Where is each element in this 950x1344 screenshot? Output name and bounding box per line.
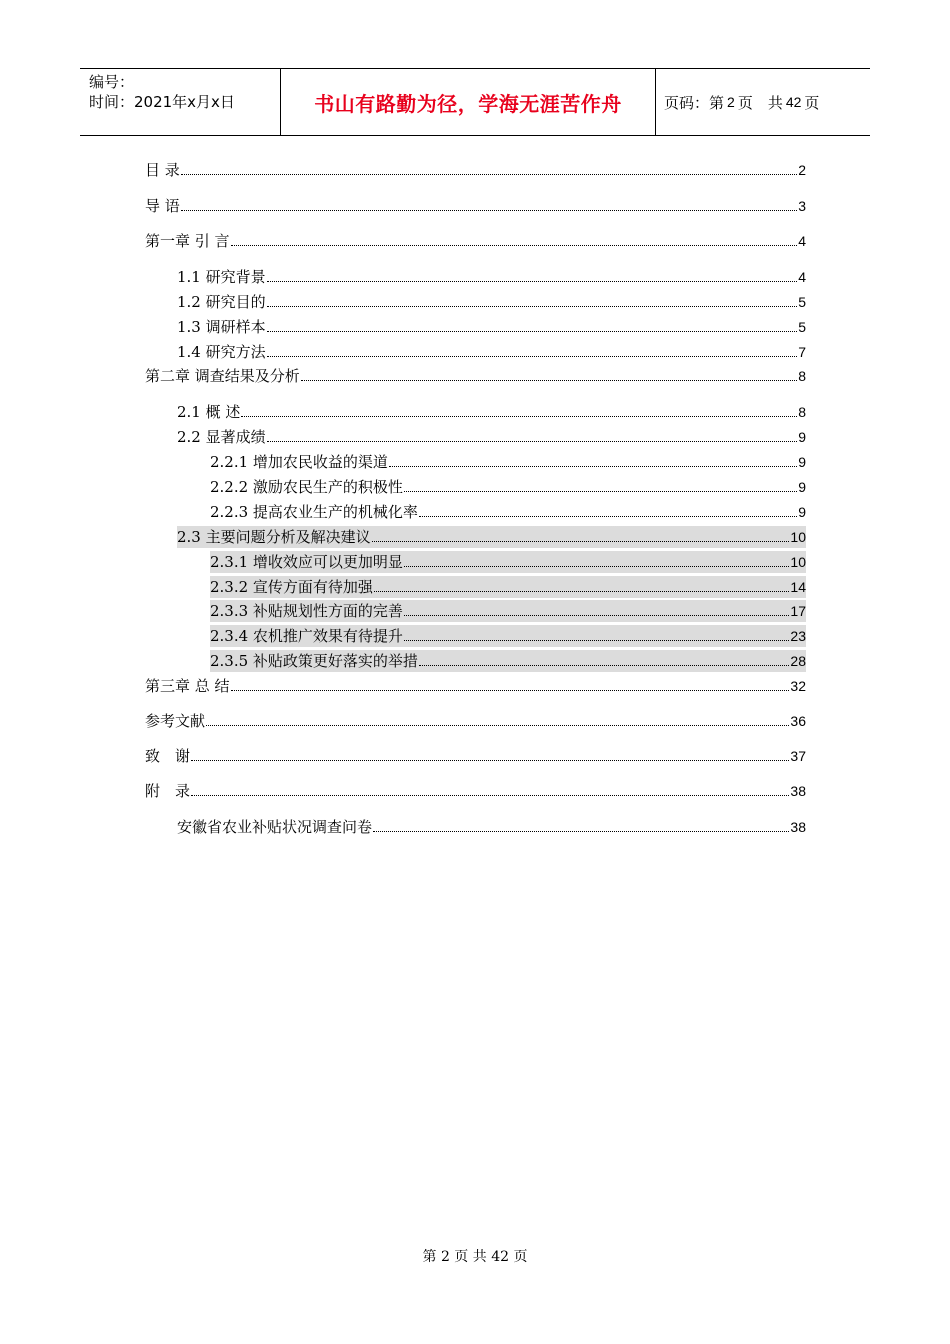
toc-entry-label: 附 录 [145, 782, 191, 800]
toc-entry-label: 2.2.2 激励农民生产的积极性 [210, 478, 403, 496]
toc-entry-page: 14 [790, 579, 806, 595]
toc-leader-dots [267, 280, 798, 282]
toc-entry[interactable] [210, 476, 806, 498]
toc-leader-dots [404, 490, 797, 492]
toc-entry-page: 10 [790, 554, 806, 570]
toc-entry-page: 37 [790, 748, 806, 764]
header-code-label: 编号： [89, 73, 135, 91]
toc-entry[interactable] [210, 551, 806, 573]
toc-entry-page: 17 [790, 603, 806, 619]
toc-entry-page: 9 [798, 454, 806, 470]
toc-entry-label: 致 谢 [145, 747, 191, 765]
toc-entry-label: 目 录 [145, 161, 180, 179]
toc-entry-label: 2.3.1 增收效应可以更加明显 [210, 553, 403, 571]
toc-entry-page: 5 [798, 319, 806, 335]
toc-entry[interactable] [145, 365, 806, 387]
toc-entry[interactable] [210, 501, 806, 523]
toc-entry-label: 导 语 [145, 197, 180, 215]
toc-leader-dots [373, 830, 789, 832]
toc-leader-dots [267, 330, 798, 332]
toc-entry[interactable] [145, 745, 806, 767]
toc-entry-label: 2.3.3 补贴规划性方面的完善 [210, 602, 403, 620]
toc-entry-label: 2.3.5 补贴政策更好落实的举措 [210, 652, 418, 670]
toc-entry-label: 1.3 调研样本 [177, 318, 266, 336]
toc-entry[interactable] [145, 710, 806, 732]
toc-entry-label: 1.1 研究背景 [177, 268, 266, 286]
toc-leader-dots [301, 379, 797, 381]
toc-entry-page: 4 [798, 233, 806, 249]
toc-entry-label: 第三章 总 结 [145, 677, 230, 695]
toc-leader-dots [267, 440, 798, 442]
toc-entry-label: 2.1 概 述 [177, 403, 241, 421]
toc-entry[interactable] [145, 780, 806, 802]
toc-entry-page: 7 [798, 344, 806, 360]
header-page-suffix: 页 [804, 93, 820, 112]
toc-leader-dots [419, 515, 797, 517]
toc-entry-page: 36 [790, 713, 806, 729]
page-header [80, 68, 870, 136]
toc-leader-dots [191, 759, 789, 761]
toc-leader-dots [206, 724, 789, 726]
toc-leader-dots [191, 794, 789, 796]
toc-entry[interactable] [210, 650, 806, 672]
toc-entry-label: 安徽省农业补贴状况调查问卷 [177, 818, 373, 836]
toc-entry-label: 2.2 显著成绩 [177, 428, 266, 446]
toc-leader-dots [231, 244, 798, 246]
toc-leader-dots [181, 209, 797, 211]
toc-entry-label: 2.3.4 农机推广效果有待提升 [210, 627, 403, 645]
toc-leader-dots [181, 173, 797, 175]
toc-entry[interactable] [177, 426, 806, 448]
toc-leader-dots [404, 565, 789, 567]
toc-entry-page: 4 [798, 269, 806, 285]
header-meta [80, 69, 281, 135]
toc-entry[interactable] [210, 625, 806, 647]
toc-entry[interactable] [210, 576, 806, 598]
toc-entry-label: 2.2.1 增加农民收益的渠道 [210, 453, 388, 471]
toc-entry[interactable] [145, 195, 806, 217]
toc-leader-dots [404, 639, 789, 641]
toc-entry-page: 38 [790, 819, 806, 835]
toc-entry-label: 1.4 研究方法 [177, 343, 266, 361]
toc-leader-dots [389, 465, 797, 467]
toc-entry-page: 8 [798, 368, 806, 384]
toc-entry[interactable] [210, 451, 806, 473]
toc-entry-page: 9 [798, 429, 806, 445]
toc-entry-page: 28 [790, 653, 806, 669]
toc-entry[interactable] [210, 600, 806, 622]
header-page-prefix: 页码：第 [664, 93, 725, 112]
toc-entry-page: 9 [798, 504, 806, 520]
header-page-info [656, 69, 870, 135]
toc-entry-page: 9 [798, 479, 806, 495]
header-motto: 书山有路勤为径，学海无涯苦作舟 [281, 69, 656, 135]
toc-entry[interactable] [177, 291, 806, 313]
header-time-label: 时间：2021年x月x日 [89, 93, 235, 111]
toc-entry-page: 8 [798, 404, 806, 420]
toc-entry-page: 2 [798, 162, 806, 178]
toc-entry-page: 38 [790, 783, 806, 799]
toc-entry[interactable] [177, 401, 806, 423]
toc-leader-dots [374, 590, 789, 592]
toc-entry-label: 参考文献 [145, 712, 206, 730]
toc-entry[interactable] [177, 526, 806, 548]
toc-entry[interactable] [145, 159, 806, 181]
header-page-mid: 页 共 [737, 93, 783, 112]
toc-leader-dots [372, 540, 790, 542]
header-page-current: 2 [727, 94, 735, 110]
toc-entry-page: 10 [790, 529, 806, 545]
toc-entry[interactable] [177, 316, 806, 338]
toc-leader-dots [419, 664, 789, 666]
toc-leader-dots [404, 614, 789, 616]
header-page-total: 42 [785, 94, 802, 110]
toc-entry-label: 第二章 调查结果及分析 [145, 367, 300, 385]
toc-entry-page: 23 [790, 628, 806, 644]
toc-leader-dots [231, 689, 790, 691]
toc-entry-label: 2.2.3 提高农业生产的机械化率 [210, 503, 418, 521]
toc-entry[interactable] [177, 266, 806, 288]
toc-leader-dots [267, 305, 798, 307]
toc-leader-dots [241, 415, 797, 417]
page-footer: 第 2 页 共 42 页 [422, 1249, 528, 1265]
toc-entry-label: 2.3.2 宣传方面有待加强 [210, 578, 373, 596]
toc-leader-dots [267, 355, 798, 357]
toc-entry[interactable] [145, 230, 806, 252]
toc-entry[interactable] [177, 816, 806, 838]
toc-entry[interactable] [177, 341, 806, 363]
toc-entry-page: 3 [798, 198, 806, 214]
toc-entry-page: 32 [790, 678, 806, 694]
toc-entry-page: 5 [798, 294, 806, 310]
toc-entry[interactable] [145, 675, 806, 697]
toc-entry-label: 2.3 主要问题分析及解决建议 [177, 528, 371, 546]
toc-entry-label: 1.2 研究目的 [177, 293, 266, 311]
toc-entry-label: 第一章 引 言 [145, 232, 230, 250]
